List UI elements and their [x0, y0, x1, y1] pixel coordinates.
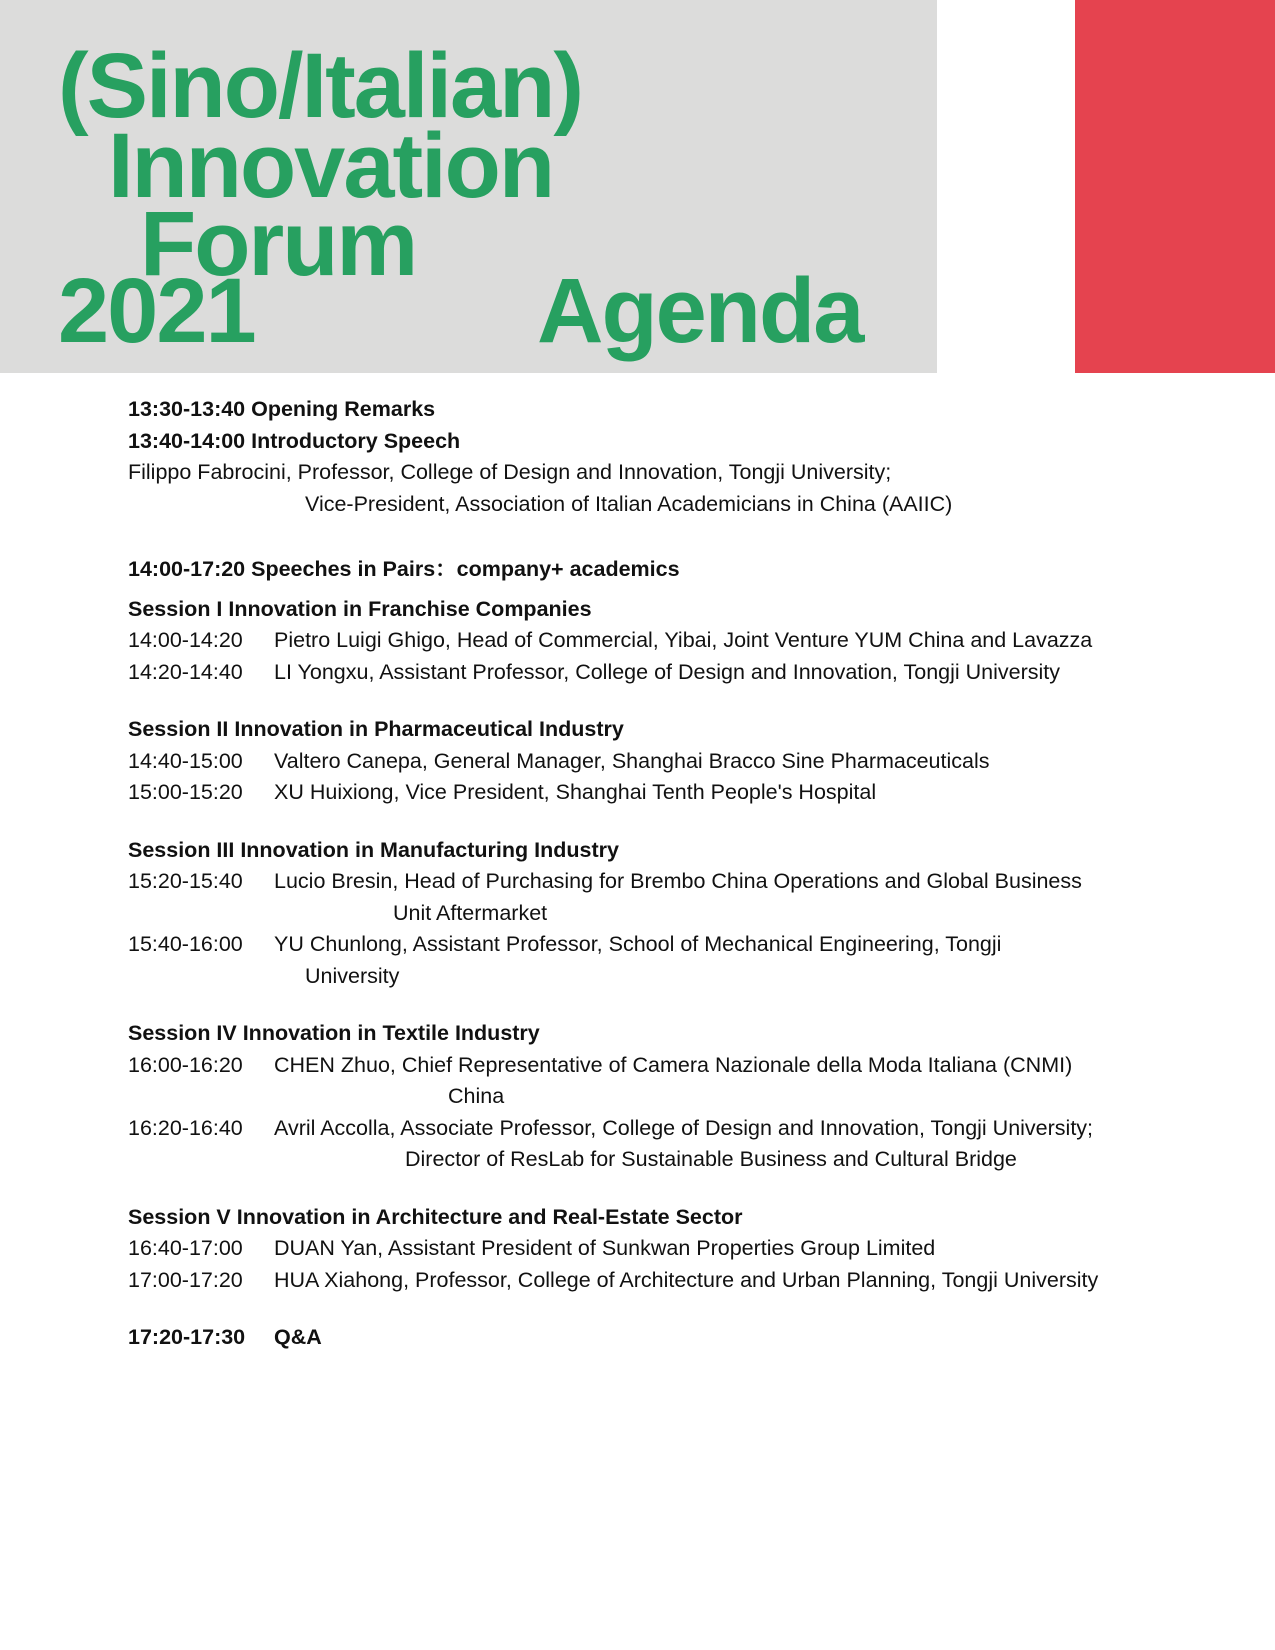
entry-time: 14:20-14:40 — [128, 659, 243, 684]
entry-continuation: Unit Aftermarket — [393, 900, 548, 925]
entry-continuation: Director of ResLab for Sustainable Business and Cultural Bridge — [405, 1147, 1017, 1171]
entry-text: XU Huixiong, Vice President, Shanghai Tenth People's Hospital — [274, 780, 877, 804]
entry-time: 16:40-17:00 — [128, 1236, 243, 1260]
qa-time: 17:20-17:30 — [128, 1325, 246, 1349]
agenda-entry — [128, 777, 1148, 809]
title-line-1: (Sino/Italian) — [58, 35, 582, 137]
intro-speaker-continuation: Vice-President, Association of Italian Academicians in China (AAIIC) — [305, 491, 953, 516]
qa-label: Q&A — [274, 1325, 322, 1349]
agenda-entry — [128, 1233, 1148, 1265]
title-line-3: Forum — [140, 193, 417, 295]
session-title: Session IV Innovation in Textile Industry — [128, 1021, 540, 1045]
agenda-entry — [128, 657, 1148, 689]
intro-speaker-line: Filippo Fabrocini, Professor, College of Design and Innovation, Tongji University; — [128, 460, 892, 484]
session-title: Session III Innovation in Manufacturing Industry — [128, 837, 619, 862]
opening-remarks: 13:30-13:40 Opening Remarks — [128, 397, 436, 421]
entry-time: 14:00-14:20 — [128, 628, 243, 652]
accent-red-block — [1075, 0, 1275, 373]
pairs-heading: 14:00-17:20 Speeches in Pairs：company+ academics — [128, 557, 680, 581]
entry-time: 16:00-16:20 — [128, 1052, 243, 1077]
entry-continuation: University — [305, 963, 400, 988]
agenda-entry — [128, 866, 1148, 898]
agenda-body — [128, 394, 1148, 1354]
agenda-entry — [128, 1265, 1148, 1297]
entry-time: 17:00-17:20 — [128, 1267, 243, 1292]
entry-text: Pietro Luigi Ghigo, Head of Commercial, Yibai, Joint Venture YUM China and Lavazza — [274, 628, 1093, 652]
qa-entry — [128, 1322, 1148, 1354]
entry-text: HUA Xiahong, Professor, College of Architecture and Urban Planning, Tongji University — [274, 1267, 1099, 1292]
entry-continuation: China — [448, 1084, 505, 1108]
entry-time: 16:20-16:40 — [128, 1115, 243, 1140]
agenda-entry — [128, 929, 1148, 961]
title-year: 2021 — [58, 260, 255, 362]
entry-text: Lucio Bresin, Head of Purchasing for Brembo China Operations and Global Business — [274, 869, 1082, 893]
title-line-2: Innovation — [108, 115, 554, 217]
entry-text: CHEN Zhuo, Chief Representative of Camera Nazionale della Moda Italiana (CNMI) — [274, 1052, 1073, 1077]
entry-time: 14:40-15:00 — [128, 748, 243, 773]
agenda-entry — [128, 1050, 1148, 1082]
agenda-entry — [128, 625, 1148, 657]
entry-text: Valtero Canepa, General Manager, Shanghai Bracco Sine Pharmaceuticals — [274, 748, 990, 773]
session-title: Session I Innovation in Franchise Companies — [128, 596, 592, 621]
agenda-entry — [128, 1113, 1148, 1145]
entry-time: 15:20-15:40 — [128, 869, 243, 893]
agenda-label: Agenda — [537, 260, 863, 362]
entry-time: 15:40-16:00 — [128, 932, 243, 956]
entry-text: Avril Accolla, Associate Professor, College of Design and Innovation, Tongji University; — [274, 1115, 1094, 1140]
entry-text: LI Yongxu, Assistant Professor, College of Design and Innovation, Tongji University — [274, 659, 1061, 684]
session-title: Session V Innovation in Architecture and Real-Estate Sector — [128, 1204, 743, 1229]
entry-text: YU Chunlong, Assistant Professor, School of Mechanical Engineering, Tongji — [274, 932, 1002, 956]
introductory-speech: 13:40-14:00 Introductory Speech — [128, 428, 461, 453]
entry-text: DUAN Yan, Assistant President of Sunkwan Properties Group Limited — [274, 1236, 936, 1260]
agenda-entry — [128, 746, 1148, 778]
session-title: Session II Innovation in Pharmaceutical Industry — [128, 717, 624, 741]
entry-time: 15:00-15:20 — [128, 780, 243, 804]
